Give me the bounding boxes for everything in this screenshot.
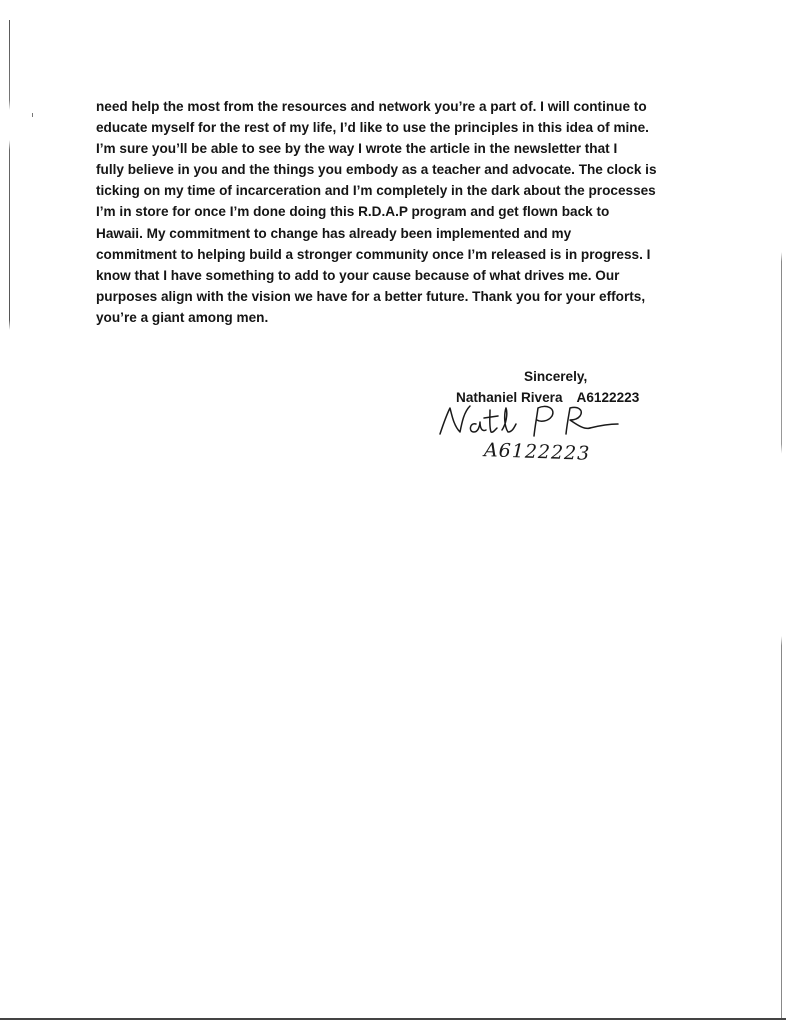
- letter-body-line: need help the most from the resources and network you’re a part of. I will continue to: [96, 99, 647, 114]
- scan-artifact-left-edge: [9, 20, 10, 1020]
- letter-body: [96, 96, 716, 328]
- letter-body-line: I’m in store for once I’m done doing this R.D.A.P program and get flown back to: [96, 204, 610, 220]
- letter-body-line: purposes align with the vision we have for a better future. Thank you for your efforts,: [96, 288, 646, 304]
- handwritten-id-number: A6122223: [483, 439, 591, 465]
- letter-body-line: know that I have something to add to your cause because of what drives me. Our: [96, 267, 620, 283]
- scan-artifact-bottom-edge: [0, 1018, 786, 1020]
- letter-body-line: I’m sure you’ll be able to see by the way I wrote the article in the newsletter that I: [96, 141, 618, 157]
- scan-artifact-right-edge: [781, 60, 782, 1020]
- letter-body-line: fully believe in you and the things you embody as a teacher and advocate. The clock is: [96, 162, 657, 178]
- signer-name: Nathaniel Rivera: [456, 390, 563, 405]
- letter-body-line: Hawaii. My commitment to change has already been implemented and my: [96, 225, 572, 241]
- letter-body-line: you’re a giant among men.: [96, 309, 269, 325]
- letter-body-line: educate myself for the rest of my life, I’d like to use the principles in this idea of mine.: [96, 120, 649, 136]
- letter-body-line: commitment to helping build a stronger community once I’m released is in progress. I: [96, 246, 651, 262]
- letter-body-line: ticking on my time of incarceration and I’m completely in the dark about the processes: [96, 183, 656, 199]
- scan-artifact-mark: [32, 113, 33, 117]
- closing-salutation: Sincerely,: [524, 369, 588, 384]
- signer-id: A6122223: [576, 390, 640, 405]
